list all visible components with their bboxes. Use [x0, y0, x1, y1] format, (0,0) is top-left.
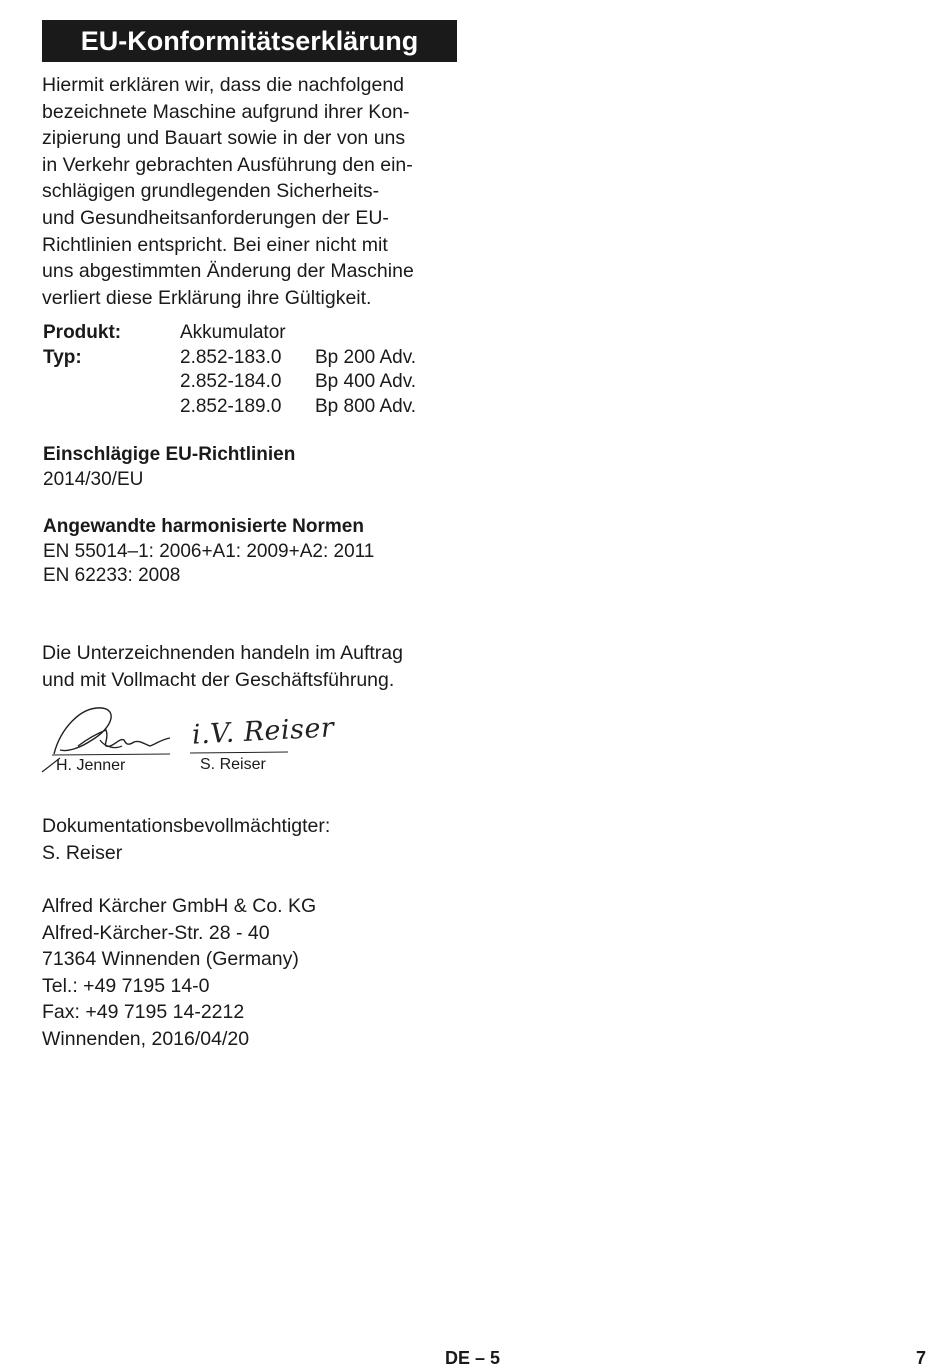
document-title: EU-Konformitätserklärung [42, 20, 457, 62]
intro-line: zipierung und Bauart sowie in der von uns [42, 127, 406, 150]
type-number: 2.852-189.0 [180, 395, 282, 417]
intro-line: in Verkehr gebrachten Ausführung den ein- [42, 153, 413, 176]
signer-name-reiser: S. Reiser [200, 756, 266, 773]
type-label: Typ: [43, 346, 82, 368]
intro-line: Hiermit erklären wir, dass die nachfolgend [42, 74, 405, 96]
intro-line: schlägigen grundlegenden Sicherheits- [42, 180, 380, 203]
address-line: Winnenden, 2016/04/20 [42, 1027, 250, 1050]
type-row [43, 346, 463, 371]
product-value: Akkumulator [180, 322, 286, 343]
documentation-name: S. Reiser [42, 841, 123, 864]
documentation-label: Dokumentationsbevollmächtigter: [42, 815, 331, 837]
standards-section [43, 515, 374, 589]
type-name: Bp 800 Adv. [315, 395, 417, 417]
address-line: 71364 Winnenden (Germany) [42, 948, 299, 971]
type-number: 2.852-183.0 [180, 346, 282, 368]
product-label: Produkt: [43, 322, 122, 343]
product-row [43, 321, 463, 346]
authority-line: Die Unterzeichnenden handeln im Auftrag [42, 642, 403, 664]
directives-section [43, 443, 295, 492]
address-line: Alfred Kärcher GmbH & Co. KG [42, 895, 317, 917]
intro-paragraph [42, 72, 467, 311]
intro-line: uns abgestimmten Änderung der Maschine [42, 260, 414, 283]
type-row [43, 395, 463, 420]
intro-line: verliert diese Erklärung ihre Gültigkeit. [42, 286, 372, 309]
product-table [43, 321, 463, 419]
footer-section-label: DE – 5 [445, 1348, 501, 1368]
documentation-section [42, 813, 330, 866]
intro-line: bezeichnete Maschine aufgrund ihrer Kon- [42, 100, 410, 123]
type-number: 2.852-184.0 [180, 371, 282, 392]
signer-name-jenner: H. Jenner [56, 757, 126, 774]
standards-heading: Angewandte harmonisierte Normen [43, 516, 364, 537]
intro-line: Richtlinien entspricht. Bei einer nicht mit [42, 233, 388, 256]
type-name: Bp 200 Adv. [315, 346, 417, 368]
authority-paragraph [42, 640, 403, 693]
company-address [42, 893, 316, 1053]
standard-item: EN 62233: 2008 [43, 565, 181, 586]
address-line: Tel.: +49 7195 14-0 [42, 974, 210, 997]
intro-line: und Gesundheitsanforderungen der EU- [42, 206, 389, 229]
address-line: Fax: +49 7195 14-2212 [42, 1001, 245, 1024]
signature-area [40, 700, 336, 780]
address-line: Alfred-Kärcher-Str. 28 - 40 [42, 921, 270, 944]
type-row [43, 370, 463, 395]
authority-line: und mit Vollmacht der Geschäftsführung. [42, 668, 395, 691]
directives-heading: Einschlägige EU-Richtlinien [43, 444, 296, 465]
page-number: 7 [916, 1348, 927, 1368]
standard-item: EN 55014–1: 2006+A1: 2009+A2: 2011 [43, 540, 375, 562]
directive-item: 2014/30/EU [43, 468, 144, 490]
type-name: Bp 400 Adv. [315, 371, 417, 392]
signature-reiser-icon: i.V. Reiser [191, 712, 336, 751]
